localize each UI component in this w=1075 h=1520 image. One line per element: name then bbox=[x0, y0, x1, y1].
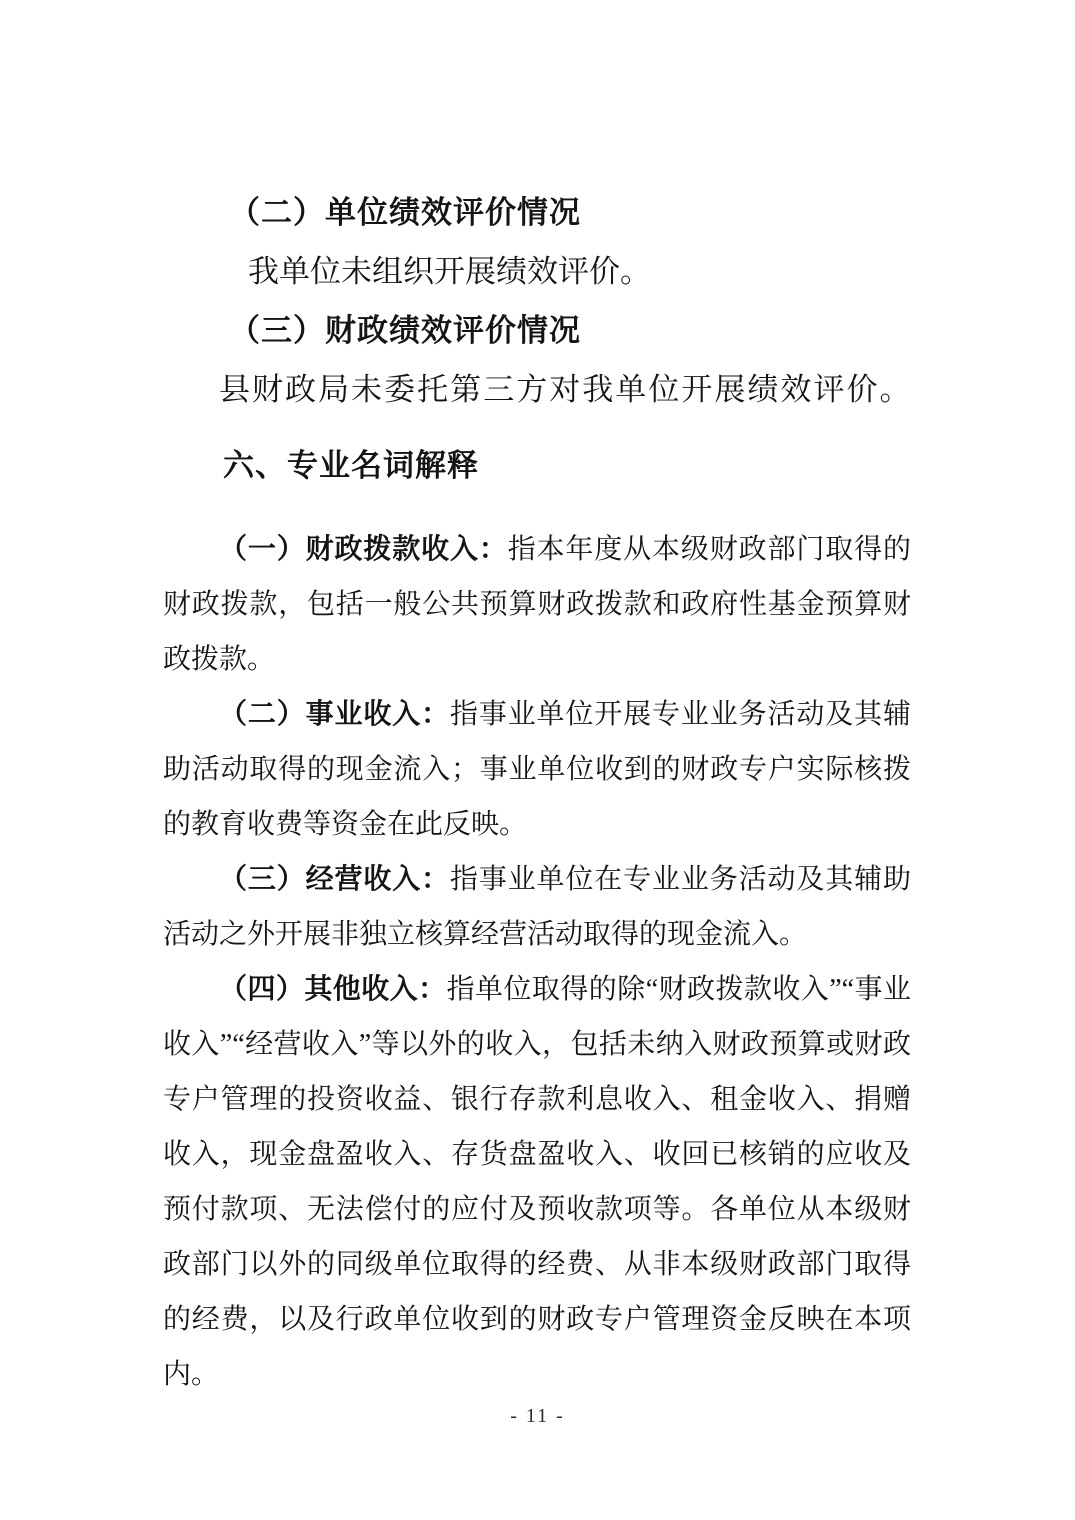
definition-text-other-income: 指单位取得的除“财政拨款收入”“事业收入”“经营收入”等以外的收入，包括未纳入财政预算或财政专户管理的投资收益、银行存款利息收入、租金收入、捐赠收入，现金盘盈收入、存货盘盈收入、收回已核销的应收及预付款项、无法偿付的应付及预收款项等。各单位从本级财政部门以外的同级单位取得的经费、从非本级财政部门取得的经费，以及行政单位收到的财政专户管理资金反映在本项内。 bbox=[163, 974, 911, 1390]
definition-fiscal-appropriation-income bbox=[163, 522, 911, 687]
definition-other-income bbox=[163, 962, 911, 1402]
paragraph-unit-performance: 我单位未组织开展绩效评价。 bbox=[248, 254, 651, 289]
page-number: - 11 - bbox=[510, 1405, 565, 1427]
definition-institutional-income bbox=[163, 687, 911, 852]
section-heading-unit-performance: （二）单位绩效评价情况 bbox=[229, 195, 581, 230]
definition-text-fiscal-appropriation-income: 指本年度从本级财政部门取得的财政拨款，包括一般公共预算财政拨款和政府性基金预算财政拨款。 bbox=[163, 534, 911, 675]
section-heading-glossary: 六、专业名词解释 bbox=[223, 448, 479, 483]
term-institutional-income: （二）事业收入： bbox=[219, 699, 450, 730]
section-heading-fiscal-performance: （三）财政绩效评价情况 bbox=[229, 313, 581, 348]
definition-operating-income bbox=[163, 852, 911, 962]
document-content bbox=[163, 183, 911, 1402]
glossary-section bbox=[163, 522, 911, 1402]
term-fiscal-appropriation-income: （一）财政拨款收入： bbox=[219, 534, 508, 565]
definition-text-institutional-income: 指事业单位开展专业业务活动及其辅助活动取得的现金流入；事业单位收到的财政专户实际核拨的教育收费等资金在此反映。 bbox=[163, 699, 911, 840]
definition-text-operating-income: 指事业单位在专业业务活动及其辅助活动之外开展非独立核算经营活动取得的现金流入。 bbox=[163, 864, 911, 950]
page-footer bbox=[0, 1405, 1075, 1428]
term-other-income: （四）其他收入： bbox=[219, 974, 447, 1005]
term-operating-income: （三）经营收入： bbox=[219, 864, 450, 895]
paragraph-fiscal-performance: 县财政局未委托第三方对我单位开展绩效评价。 bbox=[219, 372, 911, 407]
